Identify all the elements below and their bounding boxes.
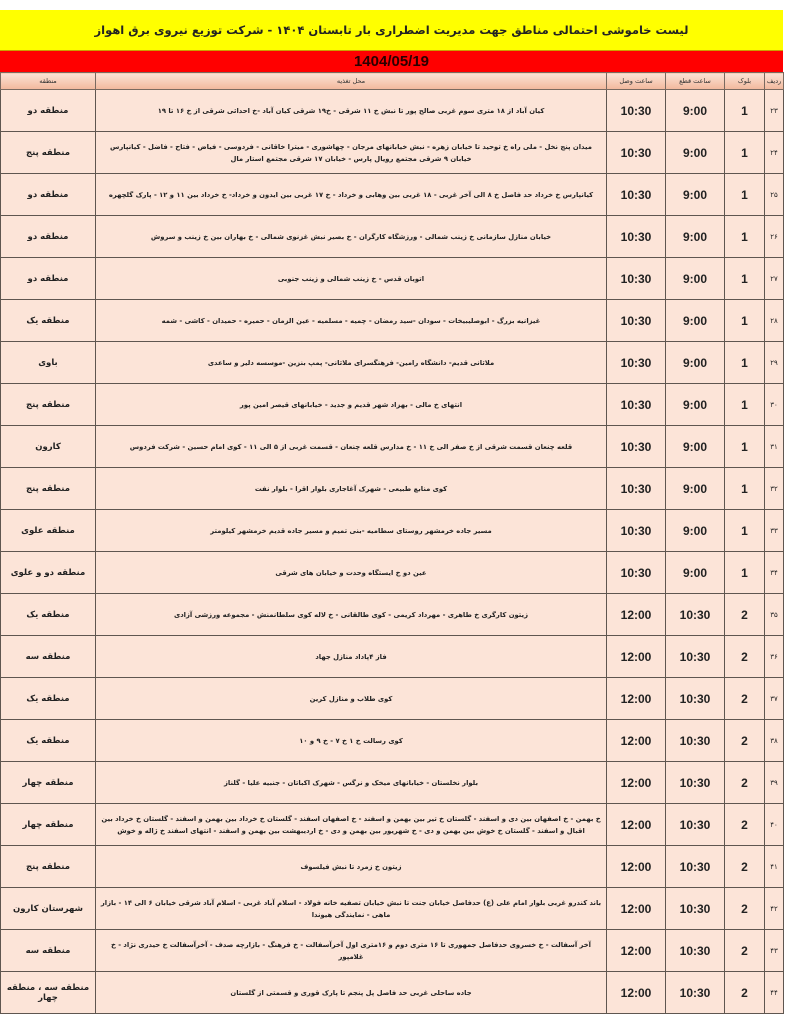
block-cell: 1 — [725, 300, 765, 342]
row-number: ۴۰ — [765, 804, 784, 846]
cut-time-cell: 9:00 — [666, 300, 725, 342]
location-cell: کوی منابع طبیعی - شهرک آغاجاری بلوار اقرا - بلوار نفت — [96, 468, 607, 510]
table-row — [1, 678, 784, 720]
cut-time-cell: 9:00 — [666, 510, 725, 552]
block-cell: 1 — [725, 174, 765, 216]
location-cell: کوی طلاب و منازل کرین — [96, 678, 607, 720]
column-header-row-number: ردیف — [765, 73, 784, 90]
cut-time-cell: 9:00 — [666, 258, 725, 300]
location-cell: فاز ۴پاداد منازل جهاد — [96, 636, 607, 678]
table-row — [1, 132, 784, 174]
column-header-block: بلوک — [725, 73, 765, 90]
column-header-zone: منطقه — [1, 73, 96, 90]
cut-time-cell: 9:00 — [666, 174, 725, 216]
zone-cell: کارون — [1, 426, 96, 468]
connect-time-cell: 12:00 — [607, 678, 666, 720]
zone-cell: منطقه یک — [1, 300, 96, 342]
table-row — [1, 426, 784, 468]
connect-time-cell: 10:30 — [607, 300, 666, 342]
block-cell: 1 — [725, 216, 765, 258]
zone-cell: منطقه دو — [1, 174, 96, 216]
table-row — [1, 90, 784, 132]
connect-time-cell: 10:30 — [607, 90, 666, 132]
cut-time-cell: 10:30 — [666, 846, 725, 888]
zone-cell: باوی — [1, 342, 96, 384]
zone-cell: منطقه یک — [1, 678, 96, 720]
zone-cell: منطقه چهار — [1, 804, 96, 846]
block-cell: 2 — [725, 762, 765, 804]
block-cell: 2 — [725, 636, 765, 678]
connect-time-cell: 10:30 — [607, 174, 666, 216]
table-row — [1, 216, 784, 258]
row-number: ۳۰ — [765, 384, 784, 426]
row-number: ۲۴ — [765, 132, 784, 174]
connect-time-cell: 10:30 — [607, 384, 666, 426]
block-cell: 1 — [725, 552, 765, 594]
cut-time-cell: 9:00 — [666, 90, 725, 132]
zone-cell: شهرستان کارون — [1, 888, 96, 930]
zone-cell: منطقه دو — [1, 90, 96, 132]
table-row — [1, 384, 784, 426]
zone-cell: منطقه سه — [1, 930, 96, 972]
location-cell: اتوبان قدس - خ زینب شمالی و زینب جنوبی — [96, 258, 607, 300]
row-number: ۲۶ — [765, 216, 784, 258]
outage-schedule-sheet — [0, 10, 783, 1014]
table-row — [1, 804, 784, 846]
connect-time-cell: 10:30 — [607, 216, 666, 258]
connect-time-cell: 12:00 — [607, 888, 666, 930]
zone-cell: منطقه پنج — [1, 846, 96, 888]
block-cell: 1 — [725, 342, 765, 384]
connect-time-cell: 10:30 — [607, 510, 666, 552]
table-row — [1, 972, 784, 1014]
connect-time-cell: 10:30 — [607, 132, 666, 174]
connect-time-cell: 12:00 — [607, 804, 666, 846]
row-number: ۲۷ — [765, 258, 784, 300]
cut-time-cell: 10:30 — [666, 678, 725, 720]
location-cell: میدان پنج نخل - ملی راه خ توحید تا خیابان زهره - نبش خیابانهای مرجان - چهاشوری - میترا خاقانی - فردوسی - فیاض - فتاح - فاضل - کیانپارس خیابان ۹ شرقی مجتمع رویال پارس - خیابان ۱۷ شرقی مجتمع استار مال — [96, 132, 607, 174]
location-cell: انتهای خ مالی - بهزاد شهر قدیم و جدید - خیابانهای قیصر امین پور — [96, 384, 607, 426]
table-row — [1, 888, 784, 930]
connect-time-cell: 12:00 — [607, 594, 666, 636]
zone-cell: منطقه پنج — [1, 384, 96, 426]
table-header-row — [1, 73, 784, 90]
row-number: ۲۹ — [765, 342, 784, 384]
connect-time-cell: 12:00 — [607, 930, 666, 972]
table-row — [1, 258, 784, 300]
connect-time-cell: 10:30 — [607, 426, 666, 468]
zone-cell: منطقه دو — [1, 216, 96, 258]
location-cell: خیابان منازل سازمانی خ زینب شمالی - ورزشگاه کارگران - خ بصیر نبش غزنوی شمالی - خ بهاران بین خ زینب و سروش — [96, 216, 607, 258]
cut-time-cell: 10:30 — [666, 636, 725, 678]
location-cell: مسیر جاده خرمشهر روستای سطامیه -بنی تمیم و مسیر جاده قدیم خرمشهر کیلومتر — [96, 510, 607, 552]
column-header-cut-time: ساعت قطع — [666, 73, 725, 90]
row-number: ۴۴ — [765, 972, 784, 1014]
cut-time-cell: 9:00 — [666, 216, 725, 258]
row-number: ۲۵ — [765, 174, 784, 216]
location-cell: زیتون خ زمرد تا نبش فیلسوف — [96, 846, 607, 888]
cut-time-cell: 10:30 — [666, 888, 725, 930]
row-number: ۳۵ — [765, 594, 784, 636]
zone-cell: منطقه سه ، منطقه چهار — [1, 972, 96, 1014]
block-cell: 2 — [725, 594, 765, 636]
table-row — [1, 174, 784, 216]
zone-cell: منطقه دو و علوی — [1, 552, 96, 594]
table-row — [1, 300, 784, 342]
row-number: ۴۳ — [765, 930, 784, 972]
cut-time-cell: 10:30 — [666, 762, 725, 804]
table-row — [1, 636, 784, 678]
cut-time-cell: 10:30 — [666, 804, 725, 846]
table-row — [1, 510, 784, 552]
table-row — [1, 762, 784, 804]
location-cell: غیزانیه بزرگ - ابوصلیبیخات - سودان -سید رمضان - چمیه - مسلمیه - عین الزمان - حمیره - حمیدان - کاشی - شمه — [96, 300, 607, 342]
zone-cell: منطقه پنج — [1, 132, 96, 174]
outage-table — [0, 72, 784, 1014]
block-cell: 2 — [725, 888, 765, 930]
table-row — [1, 930, 784, 972]
block-cell: 1 — [725, 258, 765, 300]
zone-cell: منطقه چهار — [1, 762, 96, 804]
row-number: ۳۸ — [765, 720, 784, 762]
cut-time-cell: 10:30 — [666, 972, 725, 1014]
table-row — [1, 594, 784, 636]
zone-cell: منطقه سه — [1, 636, 96, 678]
location-cell: کوی رسالت خ ۱ خ ۷ - خ ۹ و ۱۰ — [96, 720, 607, 762]
location-cell: کیان آباد از ۱۸ متری سوم غربی صالح پور تا نبش خ ۱۱ شرقی - خ۱۹ شرقی کیان آباد -خ احداثی شرقی از خ ۱۶ تا ۱۹ — [96, 90, 607, 132]
row-number: ۲۳ — [765, 90, 784, 132]
location-cell: آخر آسفالت - خ خسروی حدفاصل جمهوری تا ۱۶ متری دوم و ۱۶متری اول آخرآسفالت - خ فرهنگ - بازارچه صدف - آخرآسفالت خ حیدری نژاد - خ غلامپور — [96, 930, 607, 972]
column-header-location: محل تغذیه — [96, 73, 607, 90]
block-cell: 2 — [725, 972, 765, 1014]
zone-cell: منطقه دو — [1, 258, 96, 300]
row-number: ۳۶ — [765, 636, 784, 678]
table-row — [1, 468, 784, 510]
zone-cell: منطقه پنج — [1, 468, 96, 510]
location-cell: کیانپارس خ خرداد حد فاصل خ ۸ الی آخر غربی - ۱۸ غربی بین وهابی و خرداد - خ ۱۷ غربی بین ایدون و خرداد- خ خرداد بین ۱۱ و ۱۲ - پارک گلچهره — [96, 174, 607, 216]
cut-time-cell: 10:30 — [666, 930, 725, 972]
block-cell: 2 — [725, 930, 765, 972]
block-cell: 2 — [725, 804, 765, 846]
row-number: ۳۴ — [765, 552, 784, 594]
connect-time-cell: 10:30 — [607, 552, 666, 594]
location-cell: بلوار نخلستان - خیابانهای میخک و نرگس - شهرک اکباتان - جنبیه علیا - گلناز — [96, 762, 607, 804]
row-number: ۳۳ — [765, 510, 784, 552]
row-number: ۳۱ — [765, 426, 784, 468]
location-cell: خ بهمن - خ اصفهان بین دی و اسفند - گلستان خ تیر بین بهمن و اسفند - خ اصفهان اسفند - گلستان خ خرداد بین بهمن و اسفند - گلستان خ خرداد بین اقبال و اسفند - گلستان خ خوش بین بهمن و دی - خ شهریور بین بهمن و دی - خ اردیبهشت بین بهمن و اسفند - انتهای اسفند خ ژاله و خوش — [96, 804, 607, 846]
row-number: ۳۷ — [765, 678, 784, 720]
table-row — [1, 720, 784, 762]
zone-cell: منطقه یک — [1, 594, 96, 636]
location-cell: زیتون کارگری خ طاهری - مهرداد کریمی - کوی طالقانی - خ لاله کوی سلطانمنش - مجموعه ورزشی آزادی — [96, 594, 607, 636]
row-number: ۳۲ — [765, 468, 784, 510]
cut-time-cell: 10:30 — [666, 720, 725, 762]
cut-time-cell: 9:00 — [666, 552, 725, 594]
block-cell: 1 — [725, 510, 765, 552]
table-row — [1, 342, 784, 384]
cut-time-cell: 9:00 — [666, 384, 725, 426]
block-cell: 2 — [725, 846, 765, 888]
schedule-date: 1404/05/19 — [0, 51, 783, 72]
row-number: ۲۸ — [765, 300, 784, 342]
table-row — [1, 846, 784, 888]
row-number: ۴۱ — [765, 846, 784, 888]
page-title: لیست خاموشی احتمالی مناطق جهت مدیریت اضطراری بار تابستان ۱۴۰۴ - شرکت توزیع نیروی برق اهواز — [0, 10, 783, 51]
zone-cell: منطقه علوی — [1, 510, 96, 552]
location-cell: عین دو خ ایستگاه وحدت و خیابان های شرقی — [96, 552, 607, 594]
block-cell: 1 — [725, 426, 765, 468]
table-row — [1, 552, 784, 594]
cut-time-cell: 9:00 — [666, 132, 725, 174]
connect-time-cell: 10:30 — [607, 258, 666, 300]
connect-time-cell: 12:00 — [607, 636, 666, 678]
connect-time-cell: 12:00 — [607, 762, 666, 804]
connect-time-cell: 12:00 — [607, 846, 666, 888]
location-cell: باند کندرو غربی بلوار امام علی (ع) حدفاصل خیابان جنت تا نبش خیابان تصفیه خانه فولاد - اسلام آباد غربی - اسلام آباد شرقی خیابان ۶ الی ۱۴ - بازار ماهی - نمایندگی هیوندا — [96, 888, 607, 930]
block-cell: 1 — [725, 132, 765, 174]
block-cell: 1 — [725, 90, 765, 132]
cut-time-cell: 9:00 — [666, 342, 725, 384]
location-cell: جاده ساحلی غربی حد فاصل پل پنجم تا پارک قوری و قسمتی از گلستان — [96, 972, 607, 1014]
block-cell: 2 — [725, 678, 765, 720]
block-cell: 2 — [725, 720, 765, 762]
zone-cell: منطقه یک — [1, 720, 96, 762]
connect-time-cell: 10:30 — [607, 468, 666, 510]
column-header-connect-time: ساعت وصل — [607, 73, 666, 90]
location-cell: قلعه چنعان قسمت شرقی از خ صفر الی خ ۱۱ - خ مدارس قلعه چنعان - قسمت غربی از ۵ الی ۱۱ - کوی امام حسین - شرکت فردوس — [96, 426, 607, 468]
row-number: ۳۹ — [765, 762, 784, 804]
block-cell: 1 — [725, 384, 765, 426]
connect-time-cell: 12:00 — [607, 972, 666, 1014]
cut-time-cell: 9:00 — [666, 426, 725, 468]
row-number: ۴۲ — [765, 888, 784, 930]
connect-time-cell: 10:30 — [607, 342, 666, 384]
cut-time-cell: 10:30 — [666, 594, 725, 636]
block-cell: 1 — [725, 468, 765, 510]
location-cell: ملاثانی قدیم- دانشگاه رامین- فرهنگسرای ملاثانی- پمپ بنزین -موسسه دلیر و ساعدی — [96, 342, 607, 384]
connect-time-cell: 12:00 — [607, 720, 666, 762]
cut-time-cell: 9:00 — [666, 468, 725, 510]
